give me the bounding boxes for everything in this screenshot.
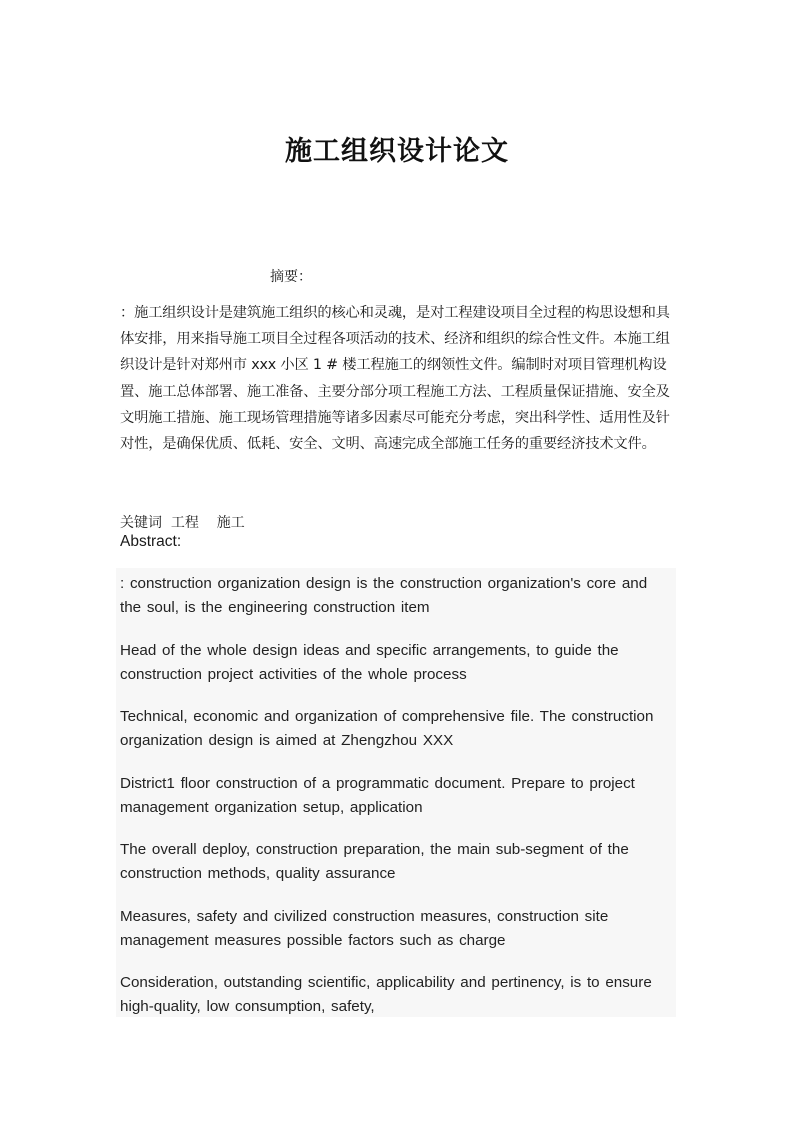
document-title: 施工组织设计论文	[285, 136, 509, 167]
keywords-line: 关键词 工程 施工	[120, 515, 245, 531]
english-abstract-paragraph: : construction organization design is the construction organization's core and the soul, is the engineering construction item	[120, 575, 648, 616]
english-abstract-paragraph: District1 floor construction of a programmatic document. Prepare to project management organization setup, application	[120, 774, 635, 816]
chinese-abstract-text: ：施工组织设计是建筑施工组织的核心和灵魂，是对工程建设项目全过程的构思设想和具体安排，用来指导施工项目全过程各项活动的技术、经济和组织的综合性文件。本施工组织设计是针对郑州市 xxx 小区 1 # 楼工程施工的纲领性文件。编制时对项目管理机构设置、施工总体部署、施工准备、主要分部分项工程施工方法、工程质量保证措施、安全及文明施工措施、施工现场管理措施等诸多因素尽可能充分考虑，突出科学性、适用性及针对性，是确保优质、低耗、安全、文明、高速完成全部施工任务的重要经济技术文件。	[120, 305, 670, 453]
english-abstract-block	[116, 568, 676, 1017]
english-abstract-paragraph: Head of the whole design ideas and specific arrangements, to guide the construction project activities of the whole process	[120, 641, 619, 683]
english-abstract-paragraph: The overall deploy, construction preparation, the main sub-segment of the construction methods, quality assurance	[120, 841, 629, 882]
english-abstract-paragraph: Measures, safety and civilized construction measures, construction site management measures possible factors such as charge	[120, 907, 609, 949]
abstract-label: 摘要：	[270, 269, 312, 285]
english-abstract-paragraph: Consideration, outstanding scientific, applicability and pertinency, is to ensure high-quality, low consumption, safety,	[120, 974, 652, 1015]
english-abstract-paragraph: Technical, economic and organization of comprehensive file. The construction organization design is aimed at Zhengzhou XXX	[120, 708, 654, 749]
english-abstract-label: Abstract:	[120, 533, 182, 550]
